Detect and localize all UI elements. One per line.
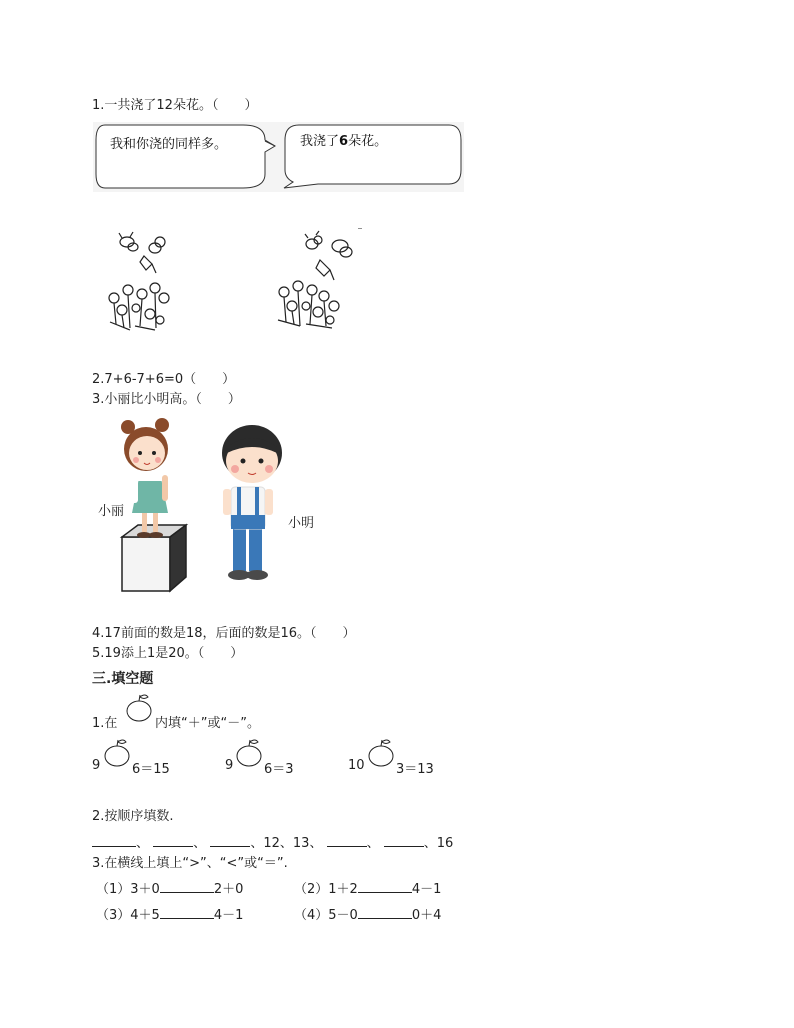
flowers-right-icon [272, 228, 362, 334]
compare-3 [96, 904, 243, 923]
apple-icon[interactable] [102, 738, 132, 768]
apple-icon[interactable] [366, 738, 396, 768]
sequence-blank[interactable] [210, 834, 250, 847]
flowers-left-icon [100, 228, 180, 334]
sequence-sep: 、 [193, 836, 207, 851]
compare-1 [96, 878, 243, 897]
sequence-sep: 、 [423, 836, 437, 851]
sequence-value-12: 12 [263, 836, 280, 851]
boy-figure-icon [215, 423, 285, 583]
girl-figure-icon [118, 415, 198, 595]
apple-icon[interactable] [234, 738, 264, 768]
fill-question-1-post: 内填“＋”或“－”。 [155, 716, 260, 731]
sequence-value-13: 13 [292, 836, 310, 851]
girl-label: 小丽 [98, 504, 125, 519]
sequence-sep: 、 [279, 836, 293, 851]
equation-3-b: 3＝13 [396, 762, 434, 777]
equation-1-a: 9 [92, 758, 101, 773]
equation-2-a: 9 [225, 758, 234, 773]
equation-1-b: 6＝15 [132, 762, 170, 777]
question-5: 5.19添上1是20。（ ） [92, 646, 244, 661]
question-3: 3.小丽比小明高。（ ） [92, 392, 241, 407]
sequence-sep: 、 [250, 836, 264, 851]
question-4: 4.17前面的数是18，后面的数是16。（ ） [92, 626, 356, 641]
bubble-right-post: 朵花。 [348, 134, 388, 149]
compare-4-right: 0＋4 [411, 908, 442, 923]
bubble-shapes [93, 122, 464, 192]
equation-2-b: 6＝3 [264, 762, 294, 777]
sequence-blank[interactable] [153, 834, 193, 847]
bubble-right-num: 6 [339, 134, 349, 149]
sequence-sep: 、 [136, 836, 150, 851]
fill-question-1-pre: 1.在 [92, 716, 118, 731]
compare-blank[interactable] [358, 880, 412, 893]
bubble-right-pre: 我浇了 [300, 134, 340, 149]
question-2: 2.7+6-7+6=0（ ） [92, 372, 236, 387]
boy-label: 小明 [288, 516, 315, 531]
sequence-sep: 、 [309, 836, 323, 851]
compare-1-left: （1）3＋0 [96, 882, 160, 897]
compare-2-right: 4－1 [411, 882, 442, 897]
compare-blank[interactable] [160, 906, 214, 919]
sequence-sep: 、 [366, 836, 380, 851]
compare-blank[interactable] [358, 906, 412, 919]
compare-blank[interactable] [160, 880, 214, 893]
sequence-row [92, 832, 453, 851]
bubble-left-text: 我和你浇的同样多。 [110, 137, 228, 152]
compare-2-left: （2）1＋2 [294, 882, 358, 897]
sequence-blank[interactable] [384, 834, 424, 847]
fill-question-3: 3.在横线上填上“>”、“<”或“＝”. [92, 856, 288, 871]
compare-4 [294, 904, 441, 923]
equation-3-a: 10 [348, 758, 365, 773]
section-title: 三.填空题 [92, 671, 154, 687]
bubble-right-text [300, 131, 387, 152]
sequence-blank[interactable] [92, 834, 136, 847]
apple-icon [124, 693, 154, 723]
compare-3-left: （3）4＋5 [96, 908, 160, 923]
sequence-value-16: 16 [436, 836, 454, 851]
compare-1-right: 2＋0 [213, 882, 244, 897]
question-1: 1.一共浇了12朵花。（ ） [92, 98, 258, 113]
fill-question-2: 2.按顺序填数. [92, 809, 174, 824]
compare-4-left: （4）5－0 [294, 908, 358, 923]
compare-3-right: 4－1 [213, 908, 244, 923]
compare-2 [294, 878, 441, 897]
speech-bubbles [93, 122, 464, 192]
sequence-blank[interactable] [327, 834, 367, 847]
